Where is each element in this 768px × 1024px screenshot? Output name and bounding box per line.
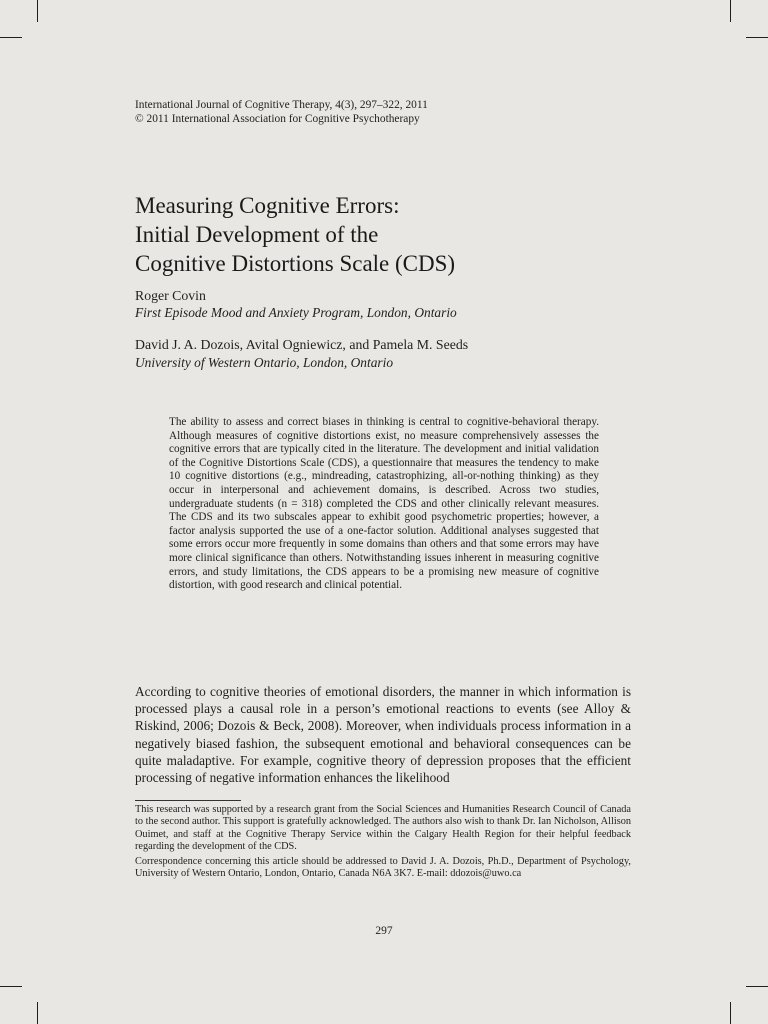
page-number: 297 (375, 925, 393, 937)
footnotes (135, 804, 631, 882)
author-name: Roger Covin (135, 288, 206, 303)
footnote-rule (135, 800, 241, 801)
article-title (135, 191, 455, 278)
crop-mark-bottom-right (730, 1002, 731, 1024)
title-line-2: Initial Development of the (135, 222, 379, 247)
title-line-3: Cognitive Distortions Scale (CDS) (135, 251, 456, 276)
body-paragraph: According to cognitive theories of emotional disorders, the manner in which information is processed plays a causal role in a person’s emotional reactions to events (see Alloy & Riskind, 2006; Dozois & Beck, 2008). Moreover, when individuals process information in a negatively biased fashion, the subsequent emotional and behavioral consequences can be quite maladaptive. For example, cognitive theory of depression proposes that the efficient processing of negative information enhances the likelihood (135, 684, 631, 786)
crop-mark-top-left (37, 0, 38, 22)
crop-mark-top-right (730, 0, 731, 22)
crop-mark-bottom-right-h (746, 986, 768, 987)
footnote-funding: This research was supported by a research grant from the Social Sciences and Humanities Research Council of Canada to the second author. This support is gratefully acknowledged. The authors also wish to thank Dr. Ian Nicholson, Allison Ouimet, and staff at the Cognitive Therapy Service within the Calgary Health Region for their helpful feedback regarding the development of the CDS. (135, 804, 631, 853)
footnote-correspondence: Correspondence concerning this article should be addressed to David J. A. Dozois, Ph.D., Department of Psychology, University of Western Ontario, London, Ontario, Canada N6A 3K7. E-mail: ddozois@uwo.ca (135, 855, 631, 880)
title-line-1: Measuring Cognitive Errors: (135, 193, 400, 218)
crop-mark-bottom-left-h (0, 986, 22, 987)
copyright-line: © 2011 International Association for Cognitive Psychotherapy (135, 113, 420, 125)
crop-mark-top-right-h (746, 37, 768, 38)
journal-citation: International Journal of Cognitive Therapy, 4(3), 297–322, 2011 (135, 99, 428, 111)
author-affiliation: First Episode Mood and Anxiety Program, London, Ontario (135, 305, 457, 320)
author-affiliation: University of Western Ontario, London, Ontario (135, 355, 394, 370)
crop-mark-bottom-left (37, 1002, 38, 1024)
author-name: David J. A. Dozois, Avital Ogniewicz, and Pamela M. Seeds (135, 337, 469, 352)
abstract: The ability to assess and correct biases in thinking is central to cognitive-behavioral therapy. Although measures of cognitive distortions exist, no measure comprehensively assesses the cognitive errors that are typically cited in the literature. The development and initial validation of the Cognitive Distortions Scale (CDS), a questionnaire that measures the tendency to make 10 cognitive distortions (e.g., mindreading, catastrophizing, all-or-nothing thinking) as they occur in interpersonal and achievement domains, is described. Across two studies, undergraduate students (n = 318) completed the CDS and other clinically relevant measures. The CDS and its two subscales appear to exhibit good psychometric properties; however, a factor analysis supported the use of a one-factor solution. Additional analyses suggested that some errors occur more frequently in some domains than others and that some errors may have more clinical significance than others. Notwithstanding issues inherent in measuring cognitive errors, and study limitations, the CDS appears to be a promising new measure of cognitive distortion, with good research and clinical potential. (169, 416, 599, 592)
crop-mark-top-left-h (0, 37, 22, 38)
journal-header (135, 98, 428, 126)
